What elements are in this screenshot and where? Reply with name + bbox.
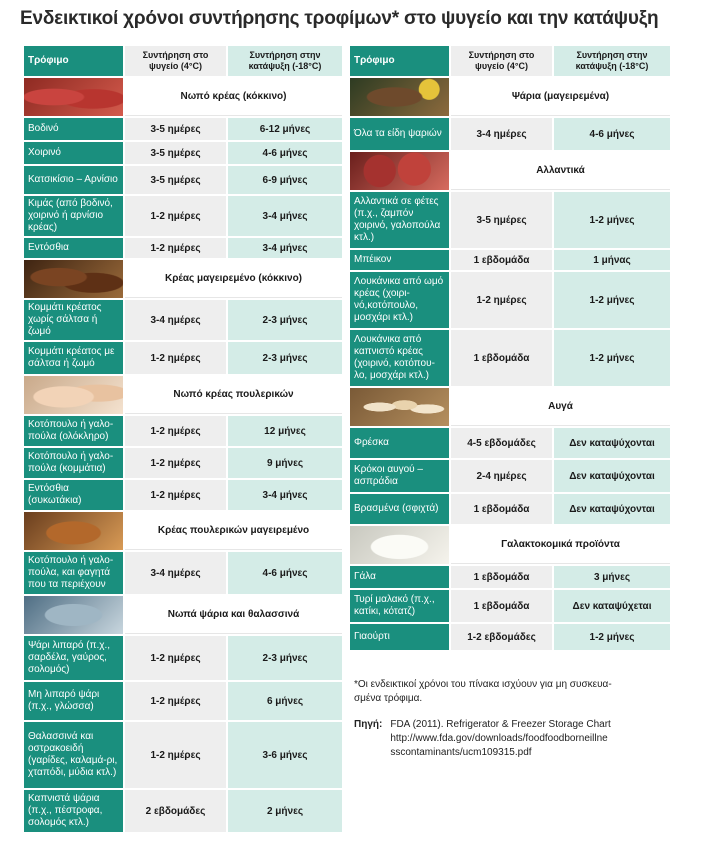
section-raw-fish bbox=[24, 596, 342, 636]
section-title: Γαλακτοκομικά προϊόντα bbox=[451, 526, 670, 564]
table-row: Μπέικον 1 εβδομάδα 1 μήνας bbox=[350, 250, 670, 272]
table-row: Κιμάς (από βοδινό, χοιρινό ή αρνίσιο κρέας) 1-2 ημέρες 3-4 μήνες bbox=[24, 196, 342, 238]
left-table bbox=[24, 46, 342, 834]
table-row: Φρέσκα 4-5 εβδομάδες Δεν καταψύχονται bbox=[350, 428, 670, 460]
roast-chicken-image bbox=[24, 512, 125, 550]
table-row: Βρασμένα (σφιχτά) 1 εβδομάδα Δεν καταψύχονται bbox=[350, 494, 670, 526]
eggs-image bbox=[350, 388, 451, 426]
cooked-fish-image bbox=[350, 78, 451, 116]
source-link[interactable]: http://www.fda.gov/downloads/foodfoodborneillne bbox=[390, 733, 608, 744]
table-row: Όλα τα είδη ψαριών 3-4 ημέρες 4-6 μήνες bbox=[350, 118, 670, 152]
section-cooked-fish bbox=[350, 78, 670, 118]
section-raw-red-meat bbox=[24, 78, 342, 118]
raw-meat-image bbox=[24, 78, 125, 116]
table-row: Κομμάτι κρέατος με σάλτσα ή ζωμό 1-2 ημέρες 2-3 μήνες bbox=[24, 342, 342, 376]
section-raw-poultry bbox=[24, 376, 342, 416]
section-title: Αλλαντικά bbox=[451, 152, 670, 190]
section-title: Νωπό κρέας πουλερικών bbox=[125, 376, 342, 414]
table-row: Αλλαντικά σε φέτες (π.χ., ζαμπόν χοιρινό, γαλοπούλα κτλ.) 3-5 ημέρες 1-2 μήνες bbox=[350, 192, 670, 250]
table-row: Κοτόπουλο ή γαλο-πούλα (κομμάτια) 1-2 ημέρες 9 μήνες bbox=[24, 448, 342, 480]
section-dairy bbox=[350, 526, 670, 566]
header-food: Τρόφιμο bbox=[24, 46, 125, 76]
section-cooked-poultry bbox=[24, 512, 342, 552]
right-table bbox=[350, 46, 670, 652]
table-row: Καπνιστά ψάρια (π.χ., πέστροφα, σολομός κτλ.) 2 εβδομάδες 2 μήνες bbox=[24, 790, 342, 834]
dairy-image bbox=[350, 526, 451, 564]
table-row: Χοιρινό 3-5 ημέρες 4-6 μήνες bbox=[24, 142, 342, 166]
table-header bbox=[350, 46, 670, 78]
section-title: Νωπό κρέας (κόκκινο) bbox=[125, 78, 342, 116]
raw-fish-image bbox=[24, 596, 125, 634]
table-row: Μη λιπαρό ψάρι (π.χ., γλώσσα) 1-2 ημέρες 6 μήνες bbox=[24, 682, 342, 722]
table-row: Κοτόπουλο ή γαλο-πούλα, και φαγητά που τα περιέχουν 3-4 ημέρες 4-6 μήνες bbox=[24, 552, 342, 596]
table-row: Βοδινό 3-5 ημέρες 6-12 μήνες bbox=[24, 118, 342, 142]
section-title: Νωπά ψάρια και θαλασσινά bbox=[125, 596, 342, 634]
section-title: Κρέας μαγειρεμένο (κόκκινο) bbox=[125, 260, 342, 298]
table-row: Κρόκοι αυγού – ασπράδια 2-4 ημέρες Δεν καταψύχονται bbox=[350, 460, 670, 494]
section-cooked-red-meat bbox=[24, 260, 342, 300]
section-title: Αυγά bbox=[451, 388, 670, 426]
table-row: Λουκάνικα από ωμό κρέας (χοιρι-νό,κοτόπουλο, μοσχάρι κτλ.) 1-2 ημέρες 1-2 μήνες bbox=[350, 272, 670, 330]
footnote: *Οι ενδεικτικοί χρόνοι του πίνακα ισχύουν για μη συσκευα- σμένα τρόφιμα. bbox=[354, 679, 612, 704]
raw-poultry-image bbox=[24, 376, 125, 414]
table-row: Γιαούρτι 1-2 εβδομάδες 1-2 μήνες bbox=[350, 624, 670, 652]
table-row: Εντόσθια (συκωτάκια) 1-2 ημέρες 3-4 μήνες bbox=[24, 480, 342, 512]
table-row: Τυρί μαλακό (π.χ., κατίκι, κότατζ) 1 εβδομάδα Δεν καταψύχεται bbox=[350, 590, 670, 624]
header-freezer: Συντήρηση στην κατάψυξη (-18°C) bbox=[554, 46, 670, 76]
table-row: Κομμάτι κρέατος χωρίς σάλτσα ή ζωμό 3-4 ημέρες 2-3 μήνες bbox=[24, 300, 342, 342]
cold-cuts-image bbox=[350, 152, 451, 190]
header-freezer: Συντήρηση στην κατάψυξη (-18°C) bbox=[228, 46, 342, 76]
header-fridge: Συντήρηση στο ψυγείο (4°C) bbox=[451, 46, 554, 76]
table-row: Θαλασσινά και οστρακοειδή (γαρίδες, καλαμά-ρι, χταπόδι, μύδια κτλ.) 1-2 ημέρες 3-6 μήνες bbox=[24, 722, 342, 790]
table-header bbox=[24, 46, 342, 78]
header-fridge: Συντήρηση στο ψυγείο (4°C) bbox=[125, 46, 228, 76]
section-eggs bbox=[350, 388, 670, 428]
source-link-cont[interactable]: sscontaminants/ucm109315.pdf bbox=[390, 747, 532, 758]
table-row: Ψάρι λιπαρό (π.χ., σαρδέλα, γαύρος, σολομός) 1-2 ημέρες 2-3 μήνες bbox=[24, 636, 342, 682]
source-label: Πηγή: bbox=[354, 719, 383, 730]
table-row: Εντόσθια 1-2 ημέρες 3-4 μήνες bbox=[24, 238, 342, 260]
section-cold-cuts bbox=[350, 152, 670, 192]
cooked-meat-image bbox=[24, 260, 125, 298]
page-title: Ενδεικτικοί χρόνοι συντήρησης τροφίμων* στο ψυγείο και την κατάψυξη bbox=[20, 8, 659, 29]
section-title: Κρέας πουλερικών μαγειρεμένο bbox=[125, 512, 342, 550]
header-food: Τρόφιμο bbox=[350, 46, 451, 76]
table-row: Κατσικίσιο – Αρνίσιο 3-5 ημέρες 6-9 μήνες bbox=[24, 166, 342, 196]
section-title: Ψάρια (μαγειρεμένα) bbox=[451, 78, 670, 116]
source-text: FDA (2011). Refrigerator & Freezer Storage Chart bbox=[390, 719, 611, 730]
table-row: Λουκάνικα από καπνιστό κρέας (χοιρινό, κοτόπου-λο, μοσχάρι κτλ.) 1 εβδομάδα 1-2 μήνες bbox=[350, 330, 670, 388]
table-row: Κοτόπουλο ή γαλο-πούλα (ολόκληρο) 1-2 ημέρες 12 μήνες bbox=[24, 416, 342, 448]
table-row: Γάλα 1 εβδομάδα 3 μήνες bbox=[350, 566, 670, 590]
source-note bbox=[354, 718, 694, 760]
